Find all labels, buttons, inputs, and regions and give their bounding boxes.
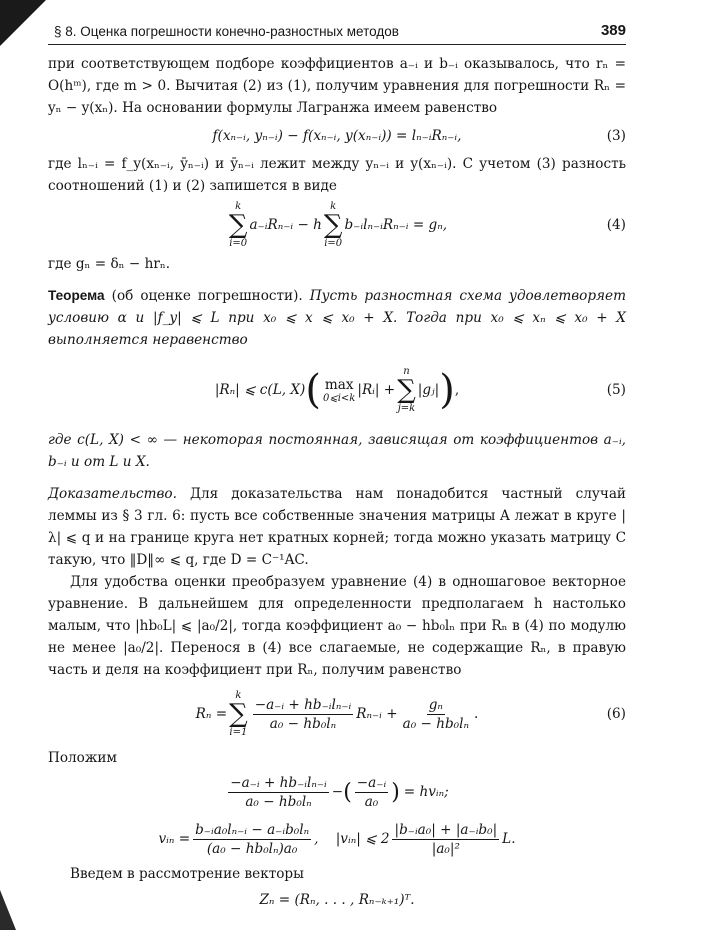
equation-3-body: f(xₙ₋ᵢ, yₙ₋ᵢ) − f(xₙ₋ᵢ, y(xₙ₋ᵢ)) = lₙ₋ᵢRₙ₋ᵢ, (212, 128, 462, 144)
proof-text: Для доказательства нам понадобится частный случай леммы из § 3 гл. 6: пусть все собственные значения матрицы A лежат в круге |λ| ⩽ q и на границе круга нет кратных корней; тогда можно указать матрицу C такую, что ‖D‖∞ ⩽ q, где D = C⁻¹AC. (48, 486, 626, 568)
theorem (48, 285, 626, 351)
equation-5-number: (5) (606, 382, 626, 398)
definitions-block (48, 769, 626, 863)
theorem-text: Пусть разностная схема удовлетворяет условию α и |f_y| ⩽ L при x₀ ⩽ x ⩽ x₀ + X. Тогда при x₀ ⩽ xₙ ⩽ x₀ + X выполняется неравенство (48, 288, 626, 348)
sum-sign-2: k ∑ i=0 (323, 201, 343, 249)
running-header (48, 22, 626, 45)
equation-8-left: vᵢₙ = (158, 831, 191, 847)
scan-corner-shadow-bottom (0, 890, 16, 930)
equation-4-right: b₋ᵢlₙ₋ᵢRₙ₋ᵢ = gₙ, (344, 217, 448, 233)
equation-5-sum-arg: |gⱼ| (417, 382, 440, 398)
max-operator: max 0⩽i<k (322, 376, 356, 404)
paragraph-7: Положим (48, 750, 117, 766)
theorem-paren: (об оценке погрешности). (111, 288, 303, 304)
paragraph-3: где gₙ = δₙ − hrₙ. (48, 256, 171, 272)
left-paren-2: ( (343, 779, 352, 805)
equation-3-number: (3) (606, 128, 626, 144)
right-paren-2: ) (391, 779, 400, 805)
paragraph-8: Введем в рассмотрение векторы (70, 866, 304, 882)
paragraph-6: Для удобства оценки преобразуем уравнение (4) в одношаговое векторное уравнение. В дальнейшем для определенности предполагаем h настолько малым, что |hb₀L| ⩽ |a₀/2|, тогда коэффициент a₀ − hb₀lₙ при Rₙ в (4) по модулю не менее |a₀/2|. Перенося в (4) все слагаемые, не содержащие Rₙ, в правую часть и деля на коэффициент при Rₙ, получим равенство (48, 574, 626, 678)
paragraph-2: где lₙ₋ᵢ = f_y(xₙ₋ᵢ, ȳₙ₋ᵢ) и ȳₙ₋ᵢ лежит между yₙ₋ᵢ и y(xₙ₋ᵢ). С учетом (3) разность соотношений (1) и (2) запишется в виде (48, 156, 626, 194)
equation-7-minus: − (331, 784, 344, 800)
equation-6 (48, 681, 626, 747)
equation-6-fraction: $\frac{\text{−a₋ᵢ + hb₋ᵢlₙ₋ᵢ}}{\text{a₀ − hb₀lₙ}}$ (254, 696, 352, 732)
equation-6-number: (6) (606, 706, 626, 722)
equation-7-fraction-2: $\frac{\text{−a₋ᵢ}}{\text{a₀}}$ (356, 774, 387, 810)
right-paren: ) (439, 367, 455, 413)
sum-sign-4: k ∑ i=1 (229, 690, 248, 738)
equation-4-number: (4) (606, 217, 626, 233)
left-paren: ( (305, 367, 321, 413)
equation-5-max-arg: |Rᵢ| + (357, 382, 396, 398)
proof-label: Доказательство. (48, 486, 177, 502)
paragraph-1: при соответствующем подборе коэффициентов a₋ᵢ и b₋ᵢ оказывалось, что rₙ = O(hᵐ), где m > 0. Вычитая (2) из (1), получим уравнения для погрешности Rₙ = yₙ − y(xₙ). На основании формулы Лагранжа имеем равенство (48, 56, 626, 116)
equation-6-mid: Rₙ₋ᵢ + (356, 706, 398, 722)
page-number: 389 (600, 22, 626, 39)
equation-4-left: a₋ᵢRₙ₋ᵢ − h (249, 217, 322, 233)
equation-8 (158, 815, 515, 863)
equation-5-tail: , (454, 382, 460, 398)
equation-9-body: Zₙ = (Rₙ, . . . , Rₙ₋ₖ₊₁)ᵀ. (259, 892, 415, 908)
theorem-label: Теорема (48, 288, 105, 303)
equation-7-rhs: = hvᵢₙ; (403, 784, 449, 800)
equation-4 (48, 197, 626, 253)
equation-3 (48, 119, 626, 153)
paragraph-4: где c(L, X) < ∞ — некоторая постоянная, зависящая от коэффициентов a₋ᵢ, b₋ᵢ и от L и X. (48, 432, 626, 470)
sum-sign-3: n ∑ j=k (397, 366, 416, 414)
equation-8-fraction-2: $\frac{\text{|b₋ᵢa₀| + |a₋ᵢb₀|}}{\text{|a₀|²}}$ (394, 821, 498, 857)
book-page (48, 22, 626, 915)
equation-7-fraction: $\frac{\text{−a₋ᵢ + hb₋ᵢlₙ₋ᵢ}}{\text{a₀ − hb₀lₙ}}$ (230, 774, 327, 810)
equation-6-tail: . (474, 706, 479, 722)
equation-5-left: |Rₙ| ⩽ c(L, X) (214, 382, 306, 398)
equation-8-mid: , |vᵢₙ| ⩽ 2 (314, 831, 390, 847)
sum-sign-1: k ∑ i=0 (228, 201, 248, 249)
equation-9 (48, 885, 626, 915)
scan-corner-shadow (0, 0, 46, 46)
equation-6-left: Rₙ = (195, 706, 228, 722)
equation-8-tail: L. (502, 831, 516, 847)
running-title: § 8. Оценка погрешности конечно-разностных методов (54, 24, 399, 39)
equation-7 (225, 769, 449, 815)
equation-8-fraction: $\frac{\text{b₋ᵢa₀lₙ₋ᵢ − a₋ᵢb₀lₙ}}{\text{(a₀ − hb₀lₙ)a₀}}$ (195, 821, 310, 857)
proof (48, 483, 626, 571)
equation-5 (48, 351, 626, 429)
equation-6-g-fraction: $\frac{\text{gₙ}}{\text{a₀ − hb₀lₙ}}$ (402, 696, 469, 732)
